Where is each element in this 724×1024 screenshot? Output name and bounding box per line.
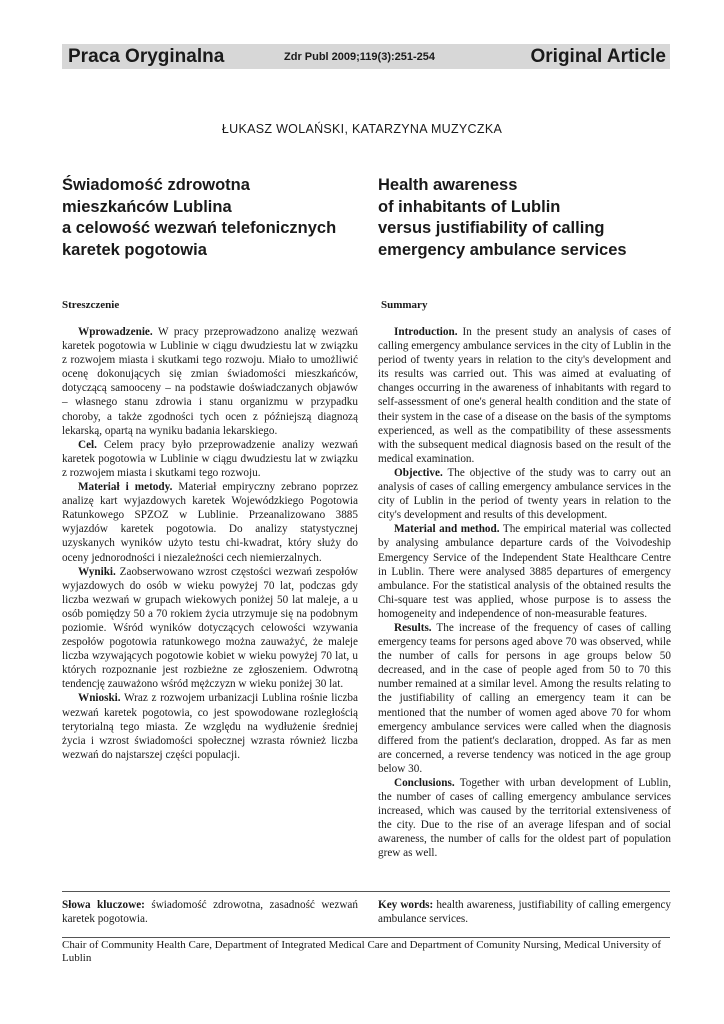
keywords-text: health awareness, justifiability of calling emergency ambulance services. bbox=[378, 899, 671, 926]
abstract-paragraph bbox=[378, 325, 671, 466]
abstract-heading-pl: Streszczenie bbox=[62, 299, 120, 311]
keywords-text: świadomość zdrowotna, zasadność wezwań karetek pogotowia. bbox=[62, 899, 358, 926]
section-text: In the present study an analysis of cases of calling emergency ambulance services in the city of Lublin in the period of twenty years in relation to the city's development and its results was carried out. This was aimed at evaluating of changes occurring in the awareness of inhabitants with regard to self-assessment of one's general health condition and the state of their system in the case of a disease on the basis of the symptoms experienced, as well as the compatibility of these assessments with the subsequent medical diagnosis based on the result of the medical examination. bbox=[378, 326, 671, 465]
abstract-paragraph bbox=[62, 691, 358, 761]
abstract-paragraph bbox=[378, 621, 671, 776]
section-label: Wyniki. bbox=[78, 565, 116, 578]
section-text: Zaobserwowano wzrost częstości wezwań zespołów wyjazdowych do osób w wieku powyżej 70 lat, podczas gdy liczba wezwań w grupach wiekowych poniżej 50 lat maleje, a u osób pomiędzy 50 a 70 rokiem życia utrzymuje się na podobnym poziomie. Wśród wyników dotyczących celowości wzywania zespołów pogotowia ratunkowego można zauważyć, że maleje liczba wzywających pogotowie kobiet w wieku powyżej 70 lat, u których rozpoznanie jest rozbieżne ze zgłoszeniem. Odwrotną tendencję zauważono wśród mężczyzn w wieku poniżej 30 lat. bbox=[62, 565, 358, 691]
section-text: Materiał empiryczny zebrano poprzez analizę kart wyjazdowych karetek Wojewódzkiego Pogotowia Ratunkowego SPZOZ w Lublinie. Przeanalizowano 3885 wyjazdów karetek pogotowia. Do analizy statystycznej uzyskanych wyników użyto testu chi-kwadrat, który służy do oceny jednorodności i niezależności cech niemierzalnych. bbox=[62, 481, 359, 564]
section-text: The increase of the frequency of cases of calling emergency teams for persons aged above 70 was observed, while the number of calls for persons in age groups below 50 decreased, and in the case of people aged from 50 to 70 this number remained at a similar level. Among the results relating to the justifiability of calling an emergency team it can be mentioned that the number of women aged above 70 for whom emergency ambulance services were called when the diagnosis differed from the patient's declaration, dropped. As far as men are concerned, a reverse tendency was noticed in the age group below 30. bbox=[378, 621, 671, 775]
abstract-paragraph bbox=[62, 438, 358, 480]
section-label: Wprowadzenie. bbox=[78, 326, 153, 338]
abstract-paragraph bbox=[62, 480, 358, 565]
keywords-label: Słowa kluczowe: bbox=[62, 899, 145, 911]
authors: ŁUKASZ WOLAŃSKI, KATARZYNA MUZYCZKA bbox=[221, 122, 503, 136]
journal-banner bbox=[62, 44, 670, 69]
section-text: Wraz z rozwojem urbanizacji Lublina rośnie liczba wezwań karetek pogotowia, co jest spowodowane rozległością terytorialną tego miasta. Ze względu na wydłużenie średniej życia i wzrost świadomości społecznej wzrasta również liczba wezwań do najstarszej części populacji. bbox=[62, 692, 358, 761]
abstract-pl bbox=[62, 325, 358, 762]
title-english: Health awareness of inhabitants of Lublin versus justifiability of calling emergency ambulance services bbox=[378, 176, 627, 259]
abstract-paragraph bbox=[378, 466, 671, 522]
banner-citation: Zdr Publ 2009;119(3):251-254 bbox=[284, 51, 436, 63]
keywords-divider bbox=[62, 891, 670, 892]
abstract-en bbox=[378, 325, 671, 861]
section-text: Celem pracy było przeprowadzenie analizy wezwań karetek pogotowia w Lublinie w ciągu dwudziestu lat w związku z rozwojem miasta i skutkami tego rozwoju. bbox=[62, 438, 358, 479]
affiliation-footnote: Chair of Community Health Care, Department of Integrated Medical Care and Department of Comunity Nursing, Medical University of Lublin bbox=[62, 939, 662, 964]
section-text: Together with urban development of Lublin, the number of cases of calling emergency ambulance services increased, which was caused by the territorial extensiveness of the city. Due to the rise of an average lifespan and of social awareness, the number of calls for the oldest part of population grew as well. bbox=[378, 777, 671, 860]
abstract-paragraph bbox=[378, 776, 671, 861]
abstract-paragraph bbox=[62, 565, 358, 692]
keywords-en bbox=[378, 898, 671, 926]
section-label: Introduction. bbox=[394, 326, 458, 338]
title-polish: Świadomość zdrowotna mieszkańców Lublina a celowość wezwań telefonicznych karetek pogotowia bbox=[62, 176, 337, 259]
section-label: Results. bbox=[394, 621, 432, 634]
section-text: W pracy przeprowadzono analizę wezwań karetek pogotowia w Lublinie w ciągu dwudziestu lat w związku z rozwojem miasta i skutkami tego rozwoju. Miało to umożliwić ocenę dokonujących się zmian świadomości mieszkańców, dotyczącą samooceny – na podstawie doświadczanych objawów – własnego stanu zdrowia i stanu organizmu w przypadku choroby, a także zgodności tych ocen z późniejszą diagnozą lekarską, opartą na wyniku badania lekarskiego. bbox=[62, 326, 358, 437]
banner-article-type-pl: Praca Oryginalna bbox=[68, 46, 225, 67]
abstract-paragraph bbox=[62, 325, 358, 438]
section-label: Cel. bbox=[78, 438, 97, 451]
section-label: Material and method. bbox=[394, 523, 500, 536]
keywords-pl bbox=[62, 898, 358, 926]
section-label: Conclusions. bbox=[394, 777, 455, 789]
abstract-heading-en: Summary bbox=[381, 299, 428, 311]
keywords-label: Key words: bbox=[378, 899, 434, 911]
section-label: Wnioski. bbox=[78, 692, 121, 705]
abstract-paragraph bbox=[378, 522, 671, 621]
banner-article-type-en: Original Article bbox=[530, 46, 666, 67]
footnote-divider bbox=[62, 937, 670, 938]
section-label: Objective. bbox=[394, 466, 443, 479]
section-label: Materiał i metody. bbox=[78, 481, 173, 494]
section-text: The objective of the study was to carry out an analysis of cases of calling emergency ambulance services in the city of Lublin in the period of twenty years in relation to the city's development and results of this development. bbox=[378, 466, 671, 522]
section-text: The empirical material was collected by analysing ambulance departure cards of the Voivodeship Emergency Service of the Independent State Healthcare Centre in Lublin. There were analysed 3885 departures of emergency ambulance. For the statistical analysis of the obtained results the Chi-square test was applied, whose purpose is to assess the homogeneity and independence of non-measurable features. bbox=[378, 523, 671, 620]
